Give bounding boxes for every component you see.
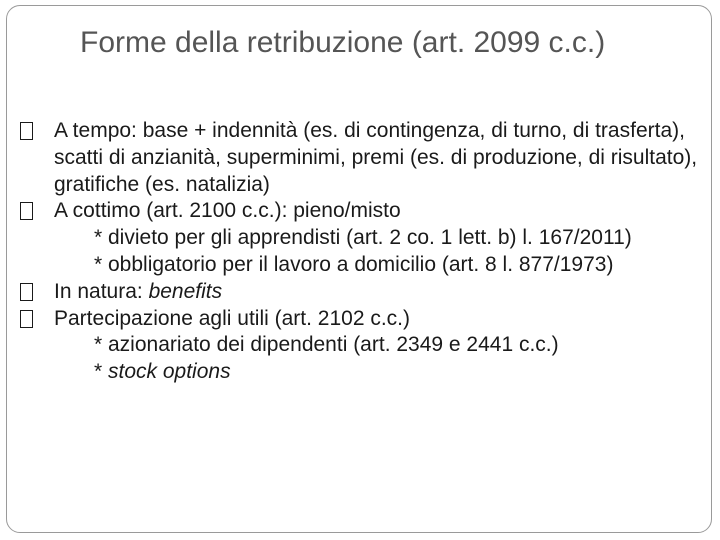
bullet-emphasis: benefits: [148, 279, 223, 303]
bullet-text: A tempo: base + indennità (es. di contingenza, di turno, di trasferta), scatti di anzianità, superminimi, premi (es. di produzione, di risultato), gratifiche (es. natalizia): [54, 119, 698, 196]
sub-item-text: * divieto per gli apprendisti (art. 2 co. 1 lett. b) l. 167/2011): [94, 226, 632, 250]
sub-item: [20, 252, 710, 279]
sub-item: [20, 359, 710, 386]
sub-item: [20, 332, 710, 359]
bullet-box-icon: [20, 122, 33, 140]
sub-item: [20, 225, 710, 252]
bullet-box-icon: [20, 283, 33, 301]
bullet-item: [20, 306, 710, 333]
bullet-box-icon: [20, 310, 33, 328]
sub-item-emphasis: stock options: [108, 360, 231, 384]
bullet-text: In natura:: [54, 279, 149, 303]
bullet-item: [20, 198, 710, 225]
slide-body: [20, 118, 710, 386]
bullet-text: A cottimo (art. 2100 c.c.): pieno/misto: [54, 199, 401, 223]
slide-title: Forme della retribuzione (art. 2099 c.c.): [80, 26, 606, 59]
sub-item-text: *: [94, 360, 109, 384]
bullet-box-icon: [20, 202, 33, 220]
sub-item-text: * obbligatorio per il lavoro a domicilio (art. 8 l. 877/1973): [94, 252, 614, 276]
bullet-text: Partecipazione agli utili (art. 2102 c.c.): [54, 306, 411, 330]
bullet-item: [20, 279, 710, 306]
bullet-item: [20, 118, 710, 198]
sub-item-text: * azionariato dei dipendenti (art. 2349 e 2441 c.c.): [94, 333, 559, 357]
